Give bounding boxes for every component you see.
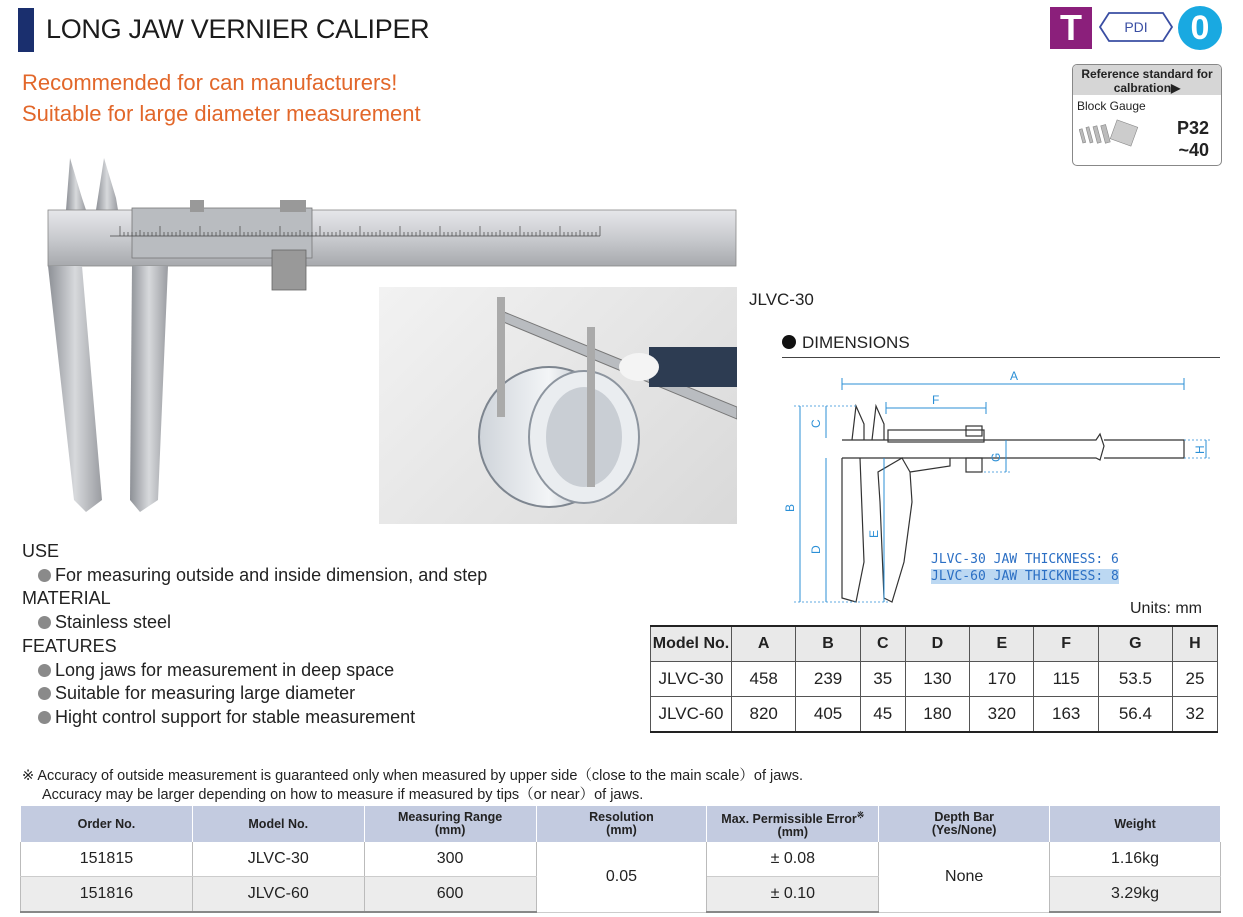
order-table-header xyxy=(21,806,1221,842)
photo-model-caption: JLVC-30 xyxy=(749,290,814,309)
dim-cell: JLVC-60 xyxy=(651,697,732,733)
dim-cell: 130 xyxy=(905,662,969,697)
th-weight: Weight xyxy=(1050,806,1221,842)
dimensions-heading-text: DIMENSIONS xyxy=(802,333,910,352)
resolution-cell: 0.05 xyxy=(536,842,707,912)
dim-th-model: Model No. xyxy=(651,626,732,662)
reference-page-end: ~40 xyxy=(1178,140,1210,160)
subtitle-2: Suitable for large diameter measurement xyxy=(22,101,421,126)
dimensions-heading xyxy=(782,333,910,353)
th-max-error: Max. Permissible Error※ (mm) xyxy=(707,806,879,842)
page-title: LONG JAW VERNIER CALIPER xyxy=(46,14,430,44)
dim-label-g: G xyxy=(989,452,1003,462)
range-cell: 600 xyxy=(364,877,536,913)
reference-page xyxy=(1177,117,1209,161)
th-model-no: Model No. xyxy=(192,806,364,842)
feature-item: Long jaws for measurement in deep space xyxy=(38,660,394,681)
dim-th-h: H xyxy=(1172,626,1217,662)
dim-label-a: A xyxy=(1010,369,1019,383)
dim-th-f: F xyxy=(1034,626,1098,662)
order-no-cell: 151816 xyxy=(21,877,193,913)
material-heading: MATERIAL xyxy=(22,588,111,608)
reference-gauge: Block Gauge xyxy=(1077,99,1146,113)
error-cell: ± 0.10 xyxy=(707,877,879,913)
dim-cell: 320 xyxy=(970,697,1034,733)
dim-cell: 25 xyxy=(1172,662,1217,697)
th-depth-bar: Depth Bar (Yes/None) xyxy=(879,806,1050,842)
jaw-thickness-note-60: JLVC-60 JAW THICKNESS: 8 xyxy=(931,569,1119,584)
badge-pdi-text: PDI xyxy=(1124,19,1148,35)
reference-page-start: P32 xyxy=(1177,118,1210,138)
features-heading: FEATURES xyxy=(22,636,117,656)
dim-cell: 239 xyxy=(796,662,860,697)
reference-heading: Reference standard for calbration▶ xyxy=(1073,65,1221,95)
feature-item: Hight control support for stable measurement xyxy=(38,707,415,728)
table-row xyxy=(651,697,1218,733)
dim-cell: 53.5 xyxy=(1098,662,1172,697)
order-table xyxy=(20,806,1221,913)
dim-label-h: H xyxy=(1193,445,1207,454)
reference-standard-box xyxy=(1072,64,1222,166)
dim-label-e: E xyxy=(867,529,881,538)
block-gauge-icon xyxy=(1079,119,1141,151)
use-item: For measuring outside and inside dimension, and step xyxy=(38,565,487,586)
dim-th-e: E xyxy=(970,626,1034,662)
title-accent-bar xyxy=(18,8,34,52)
dim-cell: 56.4 xyxy=(1098,697,1172,733)
depth-bar-cell: None xyxy=(879,842,1050,912)
dim-th-c: C xyxy=(860,626,905,662)
dimensions-table-header xyxy=(651,626,1218,662)
dim-label-c: C xyxy=(809,419,823,428)
accuracy-note-1: ※ Accuracy of outside measurement is guaranteed only when measured by upper side（close to the main scale）of jaws. xyxy=(22,768,804,784)
dim-cell: 170 xyxy=(970,662,1034,697)
application-photo xyxy=(379,287,737,524)
dim-cell: JLVC-30 xyxy=(651,662,732,697)
dim-cell: 32 xyxy=(1172,697,1217,733)
dim-th-d: D xyxy=(905,626,969,662)
th-measuring-range: Measuring Range (mm) xyxy=(364,806,536,842)
jaw-thickness-note-30: JLVC-30 JAW THICKNESS: 6 xyxy=(931,552,1119,567)
subtitle-1: Recommended for can manufacturers! xyxy=(22,70,398,95)
dim-cell: 35 xyxy=(860,662,905,697)
model-no-cell: JLVC-30 xyxy=(192,842,364,877)
dim-cell: 180 xyxy=(905,697,969,733)
table-row xyxy=(21,842,1221,877)
weight-cell: 3.29kg xyxy=(1050,877,1221,913)
dim-th-b: B xyxy=(796,626,860,662)
dim-cell: 45 xyxy=(860,697,905,733)
th-order-no: Order No. xyxy=(21,806,193,842)
badge-pdi xyxy=(1099,12,1173,42)
dimensions-bullet-icon xyxy=(782,335,796,349)
table-row xyxy=(651,662,1218,697)
dim-th-g: G xyxy=(1098,626,1172,662)
material-item: Stainless steel xyxy=(38,612,171,633)
error-cell: ± 0.08 xyxy=(707,842,879,877)
dimensions-rule xyxy=(782,357,1220,358)
dim-label-b: B xyxy=(783,503,797,512)
dim-th-a: A xyxy=(732,626,796,662)
order-no-cell: 151815 xyxy=(21,842,193,877)
model-no-cell: JLVC-60 xyxy=(192,877,364,913)
feature-item: Suitable for measuring large diameter xyxy=(38,683,355,704)
dim-cell: 820 xyxy=(732,697,796,733)
dim-label-d: D xyxy=(809,545,823,554)
badge-t: T xyxy=(1050,7,1092,49)
dim-label-f: F xyxy=(932,393,940,407)
range-cell: 300 xyxy=(364,842,536,877)
dim-cell: 163 xyxy=(1034,697,1098,733)
weight-cell: 1.16kg xyxy=(1050,842,1221,877)
dimensions-table xyxy=(650,625,1218,733)
dim-cell: 115 xyxy=(1034,662,1098,697)
dim-cell: 458 xyxy=(732,662,796,697)
badge-zero: 0 xyxy=(1178,6,1222,50)
units-label: Units: mm xyxy=(1130,600,1202,617)
dim-cell: 405 xyxy=(796,697,860,733)
accuracy-note-2: Accuracy may be larger depending on how to measure if measured by tips（or near）of jaws. xyxy=(42,787,644,803)
use-heading: USE xyxy=(22,541,60,561)
th-resolution: Resolution (mm) xyxy=(536,806,707,842)
